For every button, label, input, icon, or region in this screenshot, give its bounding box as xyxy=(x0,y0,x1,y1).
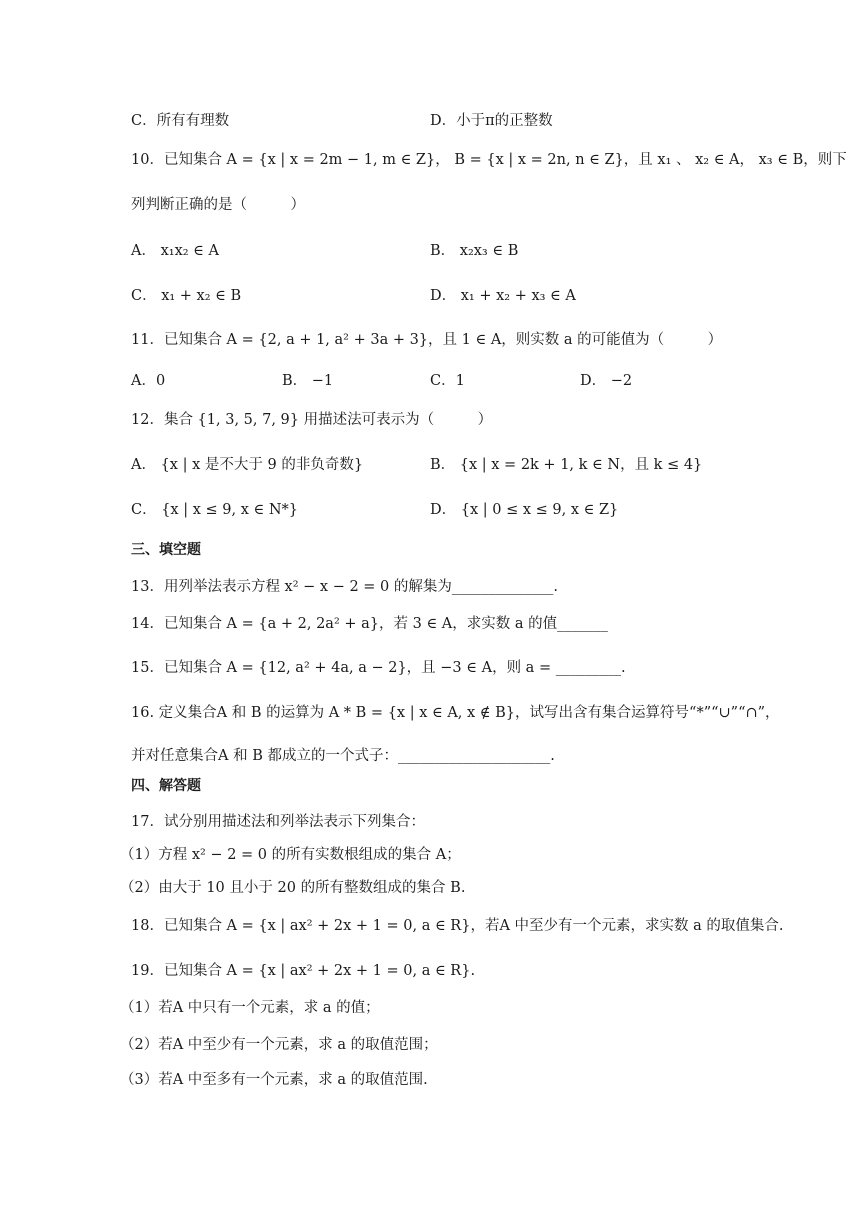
option-c: C． {x | x ≤ 9, x ∈ N*} xyxy=(131,502,298,518)
sub-question-1: （1）若A 中只有一个元素，求 a 的值； xyxy=(120,1000,380,1016)
option-b: B． {x | x = 2k + 1, k ∈ N，且 k ≤ 4} xyxy=(430,457,703,473)
question-stem-continued: 列判断正确的是（ ） xyxy=(131,197,305,213)
option-d: D． {x | 0 ≤ x ≤ 9, x ∈ Z} xyxy=(430,502,619,518)
option-b: B． x₂x₃ ∈ B xyxy=(430,243,519,259)
option-a: A． x₁x₂ ∈ A xyxy=(131,243,219,259)
option-b: B． −1 xyxy=(282,373,334,389)
sub-question-1: （1）方程 x² − 2 = 0 的所有实数根组成的集合 A； xyxy=(120,847,461,863)
option-d: D． x₁ + x₂ + x₃ ∈ A xyxy=(430,288,576,304)
option-c: C．1 xyxy=(430,373,465,389)
question-stem: 19．已知集合 A = {x | ax² + 2x + 1 = 0, a ∈ R}. xyxy=(131,963,476,979)
sub-question-2: （2）由大于 10 且小于 20 的所有整数组成的集合 B. xyxy=(120,880,466,896)
question-stem: 10．已知集合 A = {x | x = 2m − 1, m ∈ Z}， B = {x | x = 2n, n ∈ Z}，且 x₁ 、 x₂ ∈ A， x₃ ∈ B，则下 xyxy=(131,152,847,168)
option-d: D．小于π的正整数 xyxy=(430,113,553,129)
option-a: A．0 xyxy=(131,373,166,389)
sub-question-3: （3）若A 中至多有一个元素，求 a 的取值范围. xyxy=(120,1072,428,1088)
question-stem-continued: 并对任意集合A 和 B 都成立的一个式子：_____________________. xyxy=(131,748,555,764)
option-a: A． {x | x 是不大于 9 的非负奇数} xyxy=(131,457,364,473)
question-18: 18．已知集合 A = {x | ax² + 2x + 1 = 0, a ∈ R}，若A 中至少有一个元素，求实数 a 的取值集合. xyxy=(131,918,784,934)
sub-question-2: （2）若A 中至少有一个元素，求 a 的取值范围； xyxy=(120,1037,438,1053)
question-stem: 17．试分别用描述法和列举法表示下列集合： xyxy=(131,814,425,830)
question-15: 15．已知集合 A = {12, a² + 4a, a − 2}，且 −3 ∈ A，则 a = _________. xyxy=(131,660,626,676)
question-13: 13．用列举法表示方程 x² − x − 2 = 0 的解集为______________. xyxy=(131,579,558,595)
option-d: D． −2 xyxy=(580,373,633,389)
section-heading-fill-in: 三、填空题 xyxy=(131,542,201,558)
question-stem: 11．已知集合 A = {2, a + 1, a² + 3a + 3}，且 1 ∈ A，则实数 a 的可能值为（ ） xyxy=(131,332,723,348)
question-stem: 12．集合 {1, 3, 5, 7, 9} 用描述法可表示为（ ） xyxy=(131,412,493,428)
question-stem: 16. 定义集合A 和 B 的运算为 A * B = {x | x ∈ A, x ∉ B}，试写出含有集合运算符号“*”“∪”“∩”， xyxy=(131,705,780,721)
option-c: C． x₁ + x₂ ∈ B xyxy=(131,288,242,304)
question-14: 14．已知集合 A = {a + 2, 2a² + a}，若 3 ∈ A，求实数 a 的值_______ xyxy=(131,616,608,632)
section-heading-answer: 四、解答题 xyxy=(131,778,201,794)
option-c: C．所有有理数 xyxy=(131,113,230,129)
